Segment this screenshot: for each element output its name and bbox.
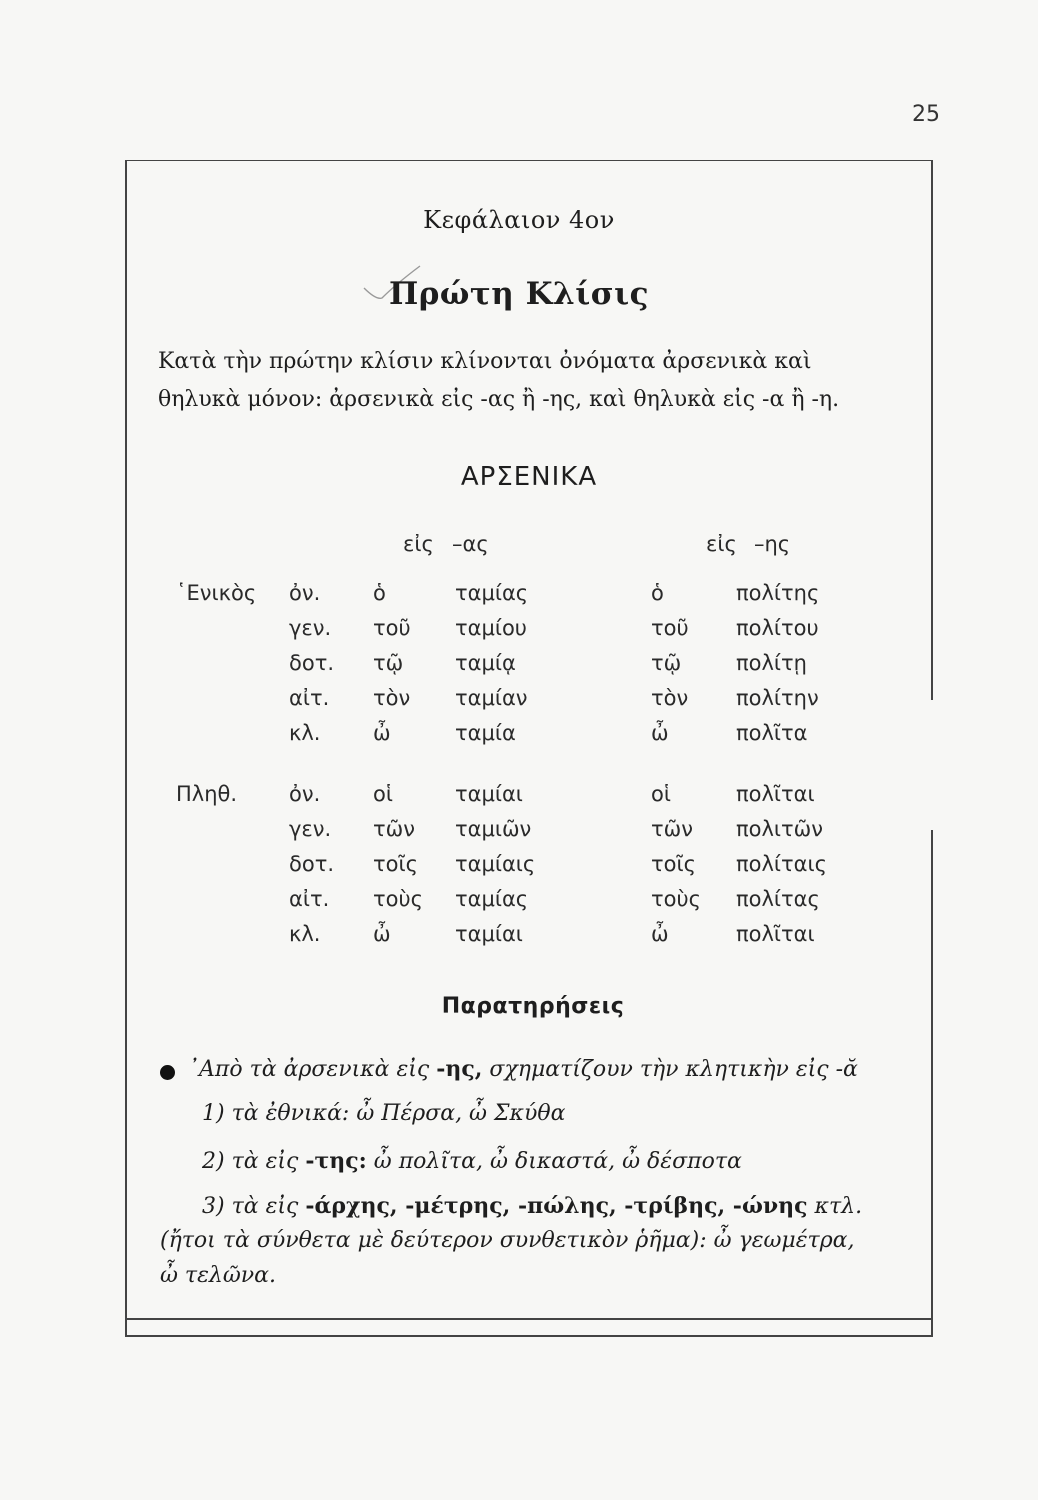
lesson-title: Πρώτη Κλίσις: [388, 276, 649, 312]
frame-left-rule: [125, 160, 127, 1336]
plural-row-4-noun1: ταμίαι: [455, 922, 523, 946]
plural-row-0-noun1: ταμίαι: [455, 782, 523, 806]
plural-row-1-case: γεν.: [289, 817, 332, 841]
plural-row-4-art1: ὦ: [373, 922, 391, 946]
plural-row-2-art2: τοῖς: [651, 852, 696, 876]
plural-row-1-noun2: πολιτῶν: [736, 817, 823, 841]
note-3: [202, 1193, 862, 1219]
note-3-a: 3) τὰ εἰς: [202, 1194, 306, 1219]
singular-row-2-noun1: ταμίᾳ: [455, 651, 516, 675]
plural-row-4-noun2: πολῖται: [736, 922, 815, 946]
frame-right-rule: [931, 160, 933, 700]
singular-row-0-noun2: πολίτης: [736, 581, 820, 605]
plural-label: Πληθ.: [176, 782, 238, 806]
note-5: [160, 1263, 276, 1288]
note-2-c: ὦ πολῖτα, ὦ δικαστά, ὦ δέσποτα: [366, 1149, 742, 1174]
notes-heading: Παρατηρήσεις: [441, 994, 625, 1019]
note-3-b: -άρχης, -μέτρης, -πώλης, -τρίβης, -ώνης: [305, 1193, 808, 1219]
singular-row-1-art1: τοῦ: [373, 616, 411, 640]
plural-row-2-noun1: ταμίαις: [455, 852, 536, 876]
chapter-title: Κεφάλαιον 4ον: [423, 206, 615, 234]
bullet-icon: [160, 1065, 175, 1080]
frame-top-rule: [125, 160, 931, 161]
singular-row-3-art2: τὸν: [651, 686, 689, 710]
singular-row-4-noun1: ταμία: [455, 721, 516, 745]
singular-row-3-noun1: ταμίαν: [455, 686, 528, 710]
note-4: [160, 1228, 855, 1253]
singular-row-2-noun2: πολίτῃ: [736, 651, 807, 675]
plural-row-0-art1: οἱ: [373, 782, 393, 806]
note-1: [202, 1101, 565, 1126]
singular-row-1-noun1: ταμίου: [455, 616, 527, 640]
plural-row-1-art2: τῶν: [651, 817, 693, 841]
plural-row-2-art1: τοῖς: [373, 852, 418, 876]
plural-row-3-noun1: ταμίας: [455, 887, 529, 911]
plural-row-0-art2: οἱ: [651, 782, 671, 806]
note-0: [188, 1056, 858, 1082]
singular-row-2-case: δοτ.: [289, 651, 335, 675]
singular-row-3-case: αἰτ.: [289, 686, 330, 710]
plural-row-1-noun1: ταμιῶν: [455, 817, 532, 841]
frame-bottom-rule: [125, 1318, 933, 1320]
note-0-a: ᾿Απὸ τὰ ἀρσενικὰ εἰς: [188, 1057, 437, 1082]
plural-row-0-noun2: πολῖται: [736, 782, 815, 806]
singular-row-1-case: γεν.: [289, 616, 332, 640]
note-2: [202, 1148, 742, 1174]
plural-row-3-noun2: πολίτας: [736, 887, 820, 911]
note-0-b: -ης,: [436, 1056, 483, 1082]
singular-row-0-art2: ὁ: [651, 581, 664, 605]
singular-row-4-art1: ὦ: [373, 721, 391, 745]
plural-row-0-case: ὀν.: [289, 782, 321, 806]
singular-row-4-noun2: πολῖτα: [736, 721, 808, 745]
page-number: 25: [912, 102, 940, 127]
note-2-a: 2) τὰ εἰς: [202, 1149, 306, 1174]
note-1-text: 1) τὰ ἐθνικά: ὦ Πέρσα, ὦ Σκύθα: [202, 1101, 566, 1126]
singular-row-2-art1: τῷ: [373, 651, 404, 675]
singular-row-0-noun1: ταμίας: [455, 581, 529, 605]
note-2-b: -της:: [305, 1148, 367, 1174]
column-head-ending-1: –ας: [452, 532, 489, 556]
frame-bottom-rule-outer: [125, 1335, 933, 1337]
singular-row-3-art1: τὸν: [373, 686, 411, 710]
singular-row-4-case: κλ.: [289, 721, 321, 745]
singular-row-0-case: ὀν.: [289, 581, 321, 605]
plural-row-4-art2: ὦ: [651, 922, 669, 946]
plural-row-1-art1: τῶν: [373, 817, 415, 841]
note-3-c: κτλ.: [807, 1194, 863, 1219]
plural-row-3-art2: τοὺς: [651, 887, 701, 911]
plural-row-2-noun2: πολίταις: [736, 852, 827, 876]
intro-paragraph: [158, 343, 908, 419]
note-0-c: σχηματίζουν τὴν κλητικὴν εἰς -ᾰ: [482, 1057, 858, 1082]
plural-row-4-case: κλ.: [289, 922, 321, 946]
intro-line-1: Κατὰ τὴν πρώτην κλίσιν κλίνονται ὀνόματα ἀρσενικὰ καὶ: [158, 349, 812, 374]
singular-row-2-art2: τῷ: [651, 651, 682, 675]
section-heading: ΑΡΣΕΝΙΚΑ: [460, 462, 598, 492]
singular-row-1-noun2: πολίτου: [736, 616, 819, 640]
plural-row-3-art1: τοὺς: [373, 887, 423, 911]
intro-line-2: θηλυκὰ μόνον: ἀρσενικὰ εἰς -ας ἢ -ης, καὶ θηλυκὰ εἰς -α ἢ -η.: [158, 387, 840, 412]
column-head-ending-2: –ης: [754, 532, 791, 556]
singular-label: ῾Ενικὸς: [176, 581, 257, 605]
plural-row-2-case: δοτ.: [289, 852, 335, 876]
note-4-text: (ἤτοι τὰ σύνθετα μὲ δεύτερον συνθετικὸν ῥῆμα): ὦ γεωμέτρα,: [160, 1228, 855, 1253]
singular-row-0-art1: ὁ: [373, 581, 386, 605]
singular-row-4-art2: ὦ: [651, 721, 669, 745]
frame-right-rule-lower: [931, 830, 933, 1336]
column-head-eis-2: εἰς: [706, 532, 737, 556]
note-5-text: ὦ τελῶνα.: [160, 1263, 277, 1288]
singular-row-1-art2: τοῦ: [651, 616, 689, 640]
plural-row-3-case: αἰτ.: [289, 887, 330, 911]
singular-row-3-noun2: πολίτην: [736, 686, 819, 710]
column-head-eis-1: εἰς: [403, 532, 434, 556]
